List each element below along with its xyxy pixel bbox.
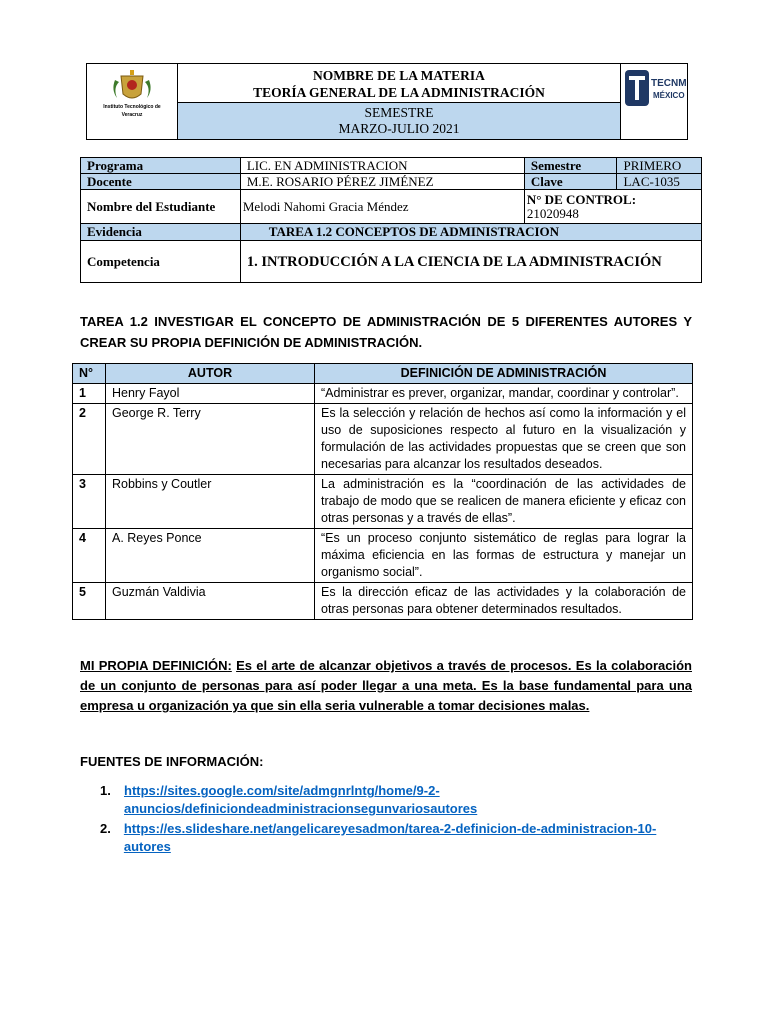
row-number: 2 — [73, 404, 106, 475]
col-header-author: AUTOR — [106, 364, 315, 384]
own-definition: MI PROPIA DEFINICIÓN: Es el arte de alcanzar objetivos a través de procesos. Es la colaboración de un conjunto de personas para así poder llegar a una meta. Es la base fundamental para una empresa u organización ya que sin ella seria vulnerable a tomar decisiones malas. — [80, 658, 692, 713]
clave-label: Clave — [524, 174, 617, 190]
subject-block — [178, 64, 620, 102]
svg-text:Instituto Tecnológico de: Instituto Tecnológico de — [103, 104, 161, 110]
docente-value: M.E. ROSARIO PÉREZ JIMÉNEZ — [240, 174, 524, 190]
seal-icon — [113, 70, 150, 98]
tecnm-emblem-icon — [625, 70, 649, 106]
evidencia-label: Evidencia — [81, 224, 241, 241]
table-row — [73, 475, 693, 529]
sources-title: FUENTES DE INFORMACIÓN: — [80, 754, 264, 769]
row-definition: Es la dirección eficaz de las actividades y la colaboración de otras personas para obtener determinados resultados. — [315, 583, 693, 620]
control-value: 21020948 — [526, 205, 579, 221]
row-author: A. Reyes Ponce — [106, 529, 315, 583]
table-row — [73, 404, 693, 475]
subject-name: TEORÍA GENERAL DE LA ADMINISTRACIÓN — [253, 85, 545, 100]
row-definition: Es la selección y relación de hechos así como la información y el uso de suposiciones respecto al futuro en la visualización y formulación de las actividades propuestas que se creen que son necesarias para alcanzar los resultados deseados. — [315, 404, 693, 475]
clave-value: LAC-1035 — [617, 174, 702, 190]
semester-period: MARZO-JULIO 2021 — [338, 121, 460, 136]
semestre-label: Semestre — [524, 158, 617, 174]
row-author: Guzmán Valdivia — [106, 583, 315, 620]
tecnm-text: TECNM — [651, 78, 687, 89]
estudiante-label: Nombre del Estudiante — [81, 190, 241, 224]
authors-table — [72, 363, 693, 620]
subject-label: NOMBRE DE LA MATERIA — [313, 68, 485, 83]
svg-text:Veracruz: Veracruz — [121, 112, 143, 118]
row-definition: “Es un proceso conjunto sistemático de reglas para lograr la máxima eficiencia en las formas de estructura y manejar un organismo social”. — [315, 529, 693, 583]
tecnm-sub-text: MÉXICO — [653, 91, 685, 100]
control-label: N° DE CONTROL: — [526, 191, 637, 207]
tecnm-logo — [620, 64, 687, 139]
semester-label: SEMESTRE — [364, 105, 434, 120]
semester-block — [178, 102, 620, 139]
col-header-definition: DEFINICIÓN DE ADMINISTRACIÓN — [315, 364, 693, 384]
competencia-value: 1. INTRODUCCIÓN A LA CIENCIA DE LA ADMINISTRACIÓN — [240, 241, 701, 283]
estudiante-value: Melodi Nahomi Gracia Méndez — [240, 190, 524, 224]
table-row — [73, 583, 693, 620]
row-definition: “Administrar es prever, organizar, mandar, coordinar y controlar”. — [315, 384, 693, 404]
row-number: 5 — [73, 583, 106, 620]
row-definition: La administración es la “coordinación de las actividades de trabajo de modo que se realicen de manera eficiente y eficaz con otras personas y a través de ellas”. — [315, 475, 693, 529]
row-author: George R. Terry — [106, 404, 315, 475]
evidencia-value: TAREA 1.2 CONCEPTOS DE ADMINISTRACION — [240, 224, 701, 241]
row-number: 3 — [73, 475, 106, 529]
source-number: 2. — [100, 821, 111, 836]
table-row — [73, 384, 693, 404]
sources-list — [100, 782, 700, 858]
competencia-label: Competencia — [81, 241, 241, 283]
row-author: Robbins y Coutler — [106, 475, 315, 529]
course-info-table — [80, 157, 702, 283]
institute-logo — [87, 64, 178, 139]
own-definition-label: MI PROPIA DEFINICIÓN — [80, 658, 228, 673]
task-title: TAREA 1.2 INVESTIGAR EL CONCEPTO DE ADMINISTRACIÓN DE 5 DIFERENTES AUTORES Y CREAR SU PROPIA DEFINICIÓN DE ADMINISTRACIÓN. — [80, 314, 692, 350]
col-header-number: N° — [73, 364, 106, 384]
list-item — [100, 782, 700, 818]
source-link[interactable]: https://sites.google.com/site/admgnrlntg/home/9-2- anuncios/definiciondeadministracionsegunvariosautores — [124, 783, 478, 816]
own-definition-text: Es el arte de alcanzar objetivos a través de procesos. Es la colaboración de un conjunto de personas para así poder llegar a una meta. Es la base fundamental para una empresa u organización ya que sin ella seria vulnerable a tomar decisiones malas. — [80, 658, 692, 713]
document-header — [86, 63, 688, 140]
table-row — [73, 529, 693, 583]
row-number: 4 — [73, 529, 106, 583]
source-link[interactable]: https://es.slideshare.net/angelicareyesadmon/tarea-2-definicion-de-administracion-10-autores — [123, 821, 657, 854]
row-author: Henry Fayol — [106, 384, 315, 404]
list-item — [100, 820, 700, 856]
source-number: 1. — [100, 783, 111, 798]
semestre-value: PRIMERO — [617, 158, 702, 174]
programa-label: Programa — [81, 158, 241, 174]
programa-value: LIC. EN ADMINISTRACION — [240, 158, 524, 174]
docente-label: Docente — [81, 174, 241, 190]
row-number: 1 — [73, 384, 106, 404]
